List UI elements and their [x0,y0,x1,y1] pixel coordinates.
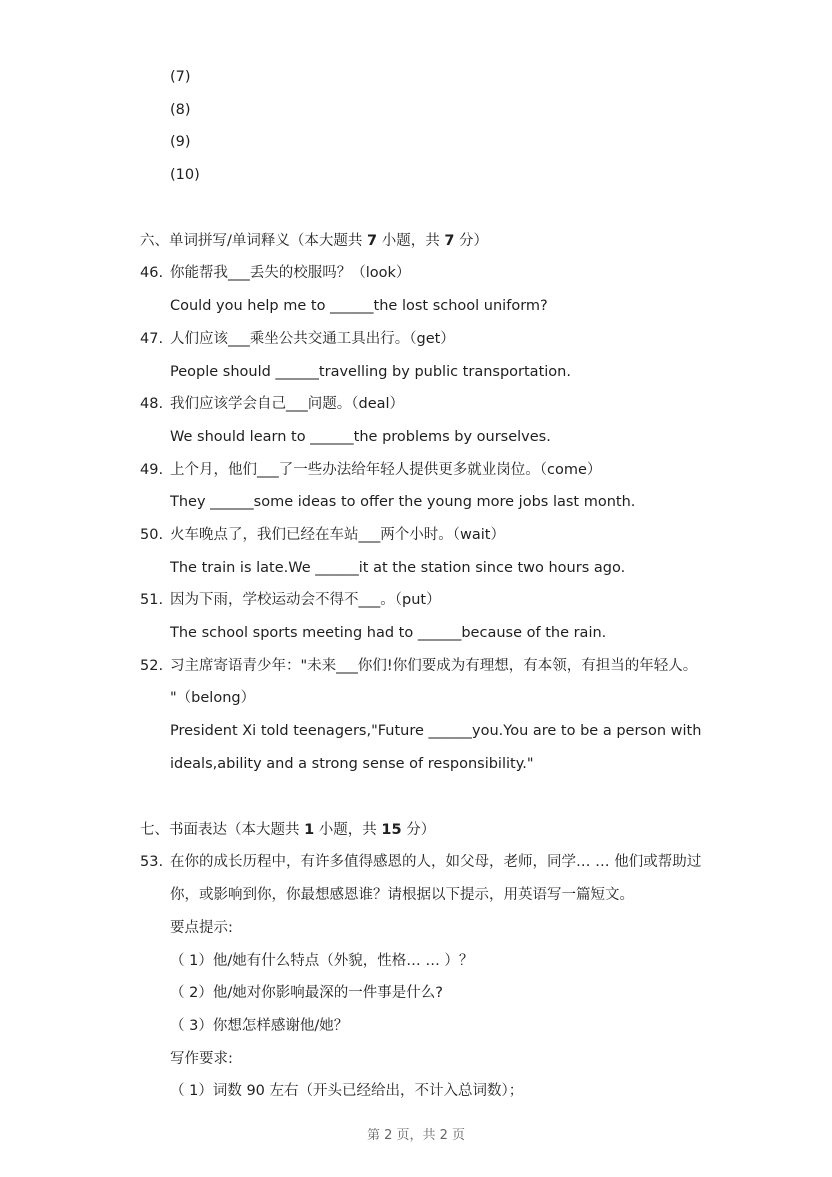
answer-blank-8: (8) [170,102,191,118]
question-number: 51. [140,592,164,608]
question-cn: 你能帮我___丢失的校服吗？（look） [170,265,411,281]
question-en: We should learn to ______the problems by ourselves. [170,429,551,445]
answer-blank-10: (10) [170,167,200,183]
section6-heading: 六、单词拼写/单词释义（本大题共 7 小题，共 7 分） [140,233,489,249]
hints-title: 要点提示: [170,920,233,936]
question-number: 47. [140,331,164,347]
question-en: The school sports meeting had to ______because of the rain. [170,625,607,641]
question-cn-cont: "（belong） [170,690,256,706]
question-cn: 人们应该___乘坐公共交通工具出行。（get） [170,331,455,347]
question-cn: 火车晚点了，我们已经在车站___两个小时。（wait） [170,527,505,543]
writing-prompt-cont: 你，或影响到你，你最想感恩谁？请根据以下提示，用英语写一篇短文。 [170,887,634,903]
writing-prompt: 在你的成长历程中，有许多值得感恩的人，如父母，老师，同学… … 他们或帮助过 [170,854,702,870]
question-cn: 上个月，他们___了一些办法给年轻人提供更多就业岗位。（come） [170,462,602,478]
question-number: 53. [140,854,164,870]
question-number: 49. [140,462,164,478]
answer-blank-9: (9) [170,134,191,150]
requirement-item: （ 1）词数 90 左右（开头已经给出，不计入总词数）； [170,1083,524,1099]
answer-blank-7: (7) [170,69,191,85]
question-en-cont: ideals,ability and a strong sense of responsibility." [170,756,534,772]
question-number: 48. [140,396,164,412]
hint-item: （ 2）他/她对你影响最深的一件事是什么? [170,985,443,1001]
hint-item: （ 1）他/她有什么特点（外貌，性格… … ）？ [170,953,474,969]
requirements-title: 写作要求: [170,1051,233,1067]
page-footer: 第 2 页，共 2 页 [366,1128,466,1143]
question-number: 50. [140,527,164,543]
question-cn: 我们应该学会自己___问题。（deal） [170,396,405,412]
question-en: President Xi told teenagers,"Future ______you.You are to be a person with [170,723,702,739]
question-en: Could you help me to ______the lost school uniform? [170,298,548,314]
question-en: The train is late.We ______it at the station since two hours ago. [170,560,626,576]
question-number: 52. [140,658,164,674]
question-en: People should ______travelling by public transportation. [170,364,571,380]
question-cn: 因为下雨，学校运动会不得不___。（put） [170,592,441,608]
hint-item: （ 3）你想怎样感谢他/她？ [170,1018,349,1034]
question-en: They ______some ideas to offer the young more jobs last month. [170,494,636,510]
question-cn: 习主席寄语青少年："未来___你们!你们要成为有理想，有本领，有担当的年轻人。 [170,658,698,674]
section7-heading: 七、书面表达（本大题共 1 小题，共 15 分） [140,822,436,838]
question-number: 46. [140,265,164,281]
